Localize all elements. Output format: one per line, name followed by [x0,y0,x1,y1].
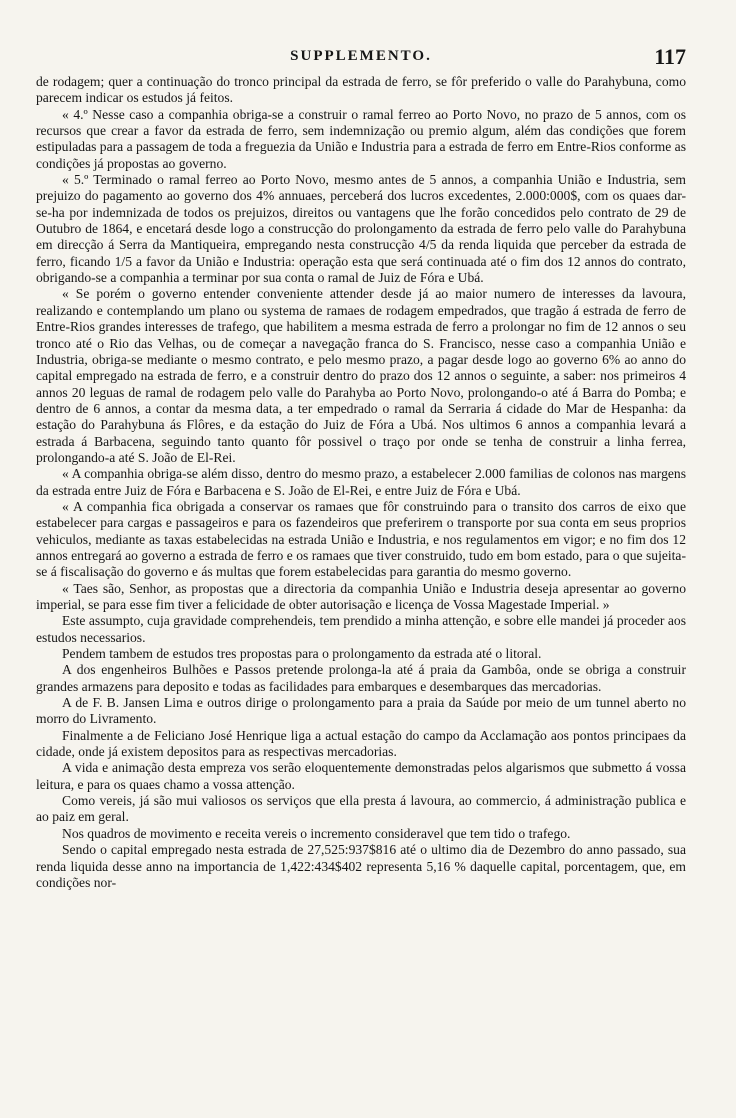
paragraph: A vida e animação desta empreza vos serão eloquentemente demonstradas pelos algarismos que submetto á vossa leitura, e para os quaes chamo a vossa attenção. [36,760,686,792]
paragraph: « A companhia fica obrigada a conservar os ramaes que fôr construindo para o transito dos carros de eixo que estabelecer para cargas e passageiros e para os fazendeiros que preferirem o transporte por sua conta em seus proprios vehiculos, mediante as taxas estabelecidas na estrada União e Industria, e nos regulamentos em vigor; e no fim dos 12 annos entregará ao governo a estrada de ferro e os ramaes que tiver construido, tudo em bom estado, para o que sujeita-se á fiscalisação do governo e ás multas que forem estabelecidas para garantia do mesmo governo. [36,498,686,580]
paragraph: « 5.º Terminado o ramal ferreo ao Porto Novo, mesmo antes de 5 annos, a companhia União e Industria, sem prejuizo do pagamento ao governo dos 4% annuaes, perceberá dos lucros excedentes, 2.000:000$, com os quaes dar-se-ha por indemnizada de todos os prejuizos, direitos ou vantagens que lhe forão concedidos pelo contrato de 29 de Outubro de 1864, e encetará desde logo a construcção do prolongamento da estrada de ferro pelo valle do Parahybuna em direcção á Serra da Mantiqueira, empregando nesta construcção 4/5 da renda liquida que perceber da estrada de ferro, ficando 1/5 a favor da União e Industria: operação esta que será continuada até o fim dos 12 annos do contrato, obrigando-se a companhia a terminar por sua conta o ramal de Juiz de Fóra e Ubá. [36,172,686,286]
paragraph: « Taes são, Senhor, as propostas que a directoria da companhia União e Industria deseja apresentar ao governo imperial, se para esse fim tiver a felicidade de obter autorisação e licença de Vossa Magestade Imperial. » [36,580,686,612]
paragraph: Nos quadros de movimento e receita vereis o incremento consideravel que tem tido o trafego. [62,825,571,841]
paragraph: « 4.º Nesse caso a companhia obriga-se a construir o ramal ferreo ao Porto Novo, no prazo de 5 annos, com os recursos que crear a favor da estrada de ferro, sem indemnização ou premio algum, além das condições que forem estipuladas para a passagem de toda a freguezia da União e Industria para a estrada de ferro em Entre-Rios conforme as condições já propostas ao governo. [36,106,686,171]
paragraph: Pendem tambem de estudos tres propostas para o prolongamento da estrada até o litoral. [62,646,542,662]
paragraph: Sendo o capital empregado nesta estrada de 27,525:937$816 até o ultimo dia de Dezembro do anno passado, sua renda liquida desse anno na importancia de 1,422:434$402 representa 5,16 % daquelle capital, porcentagem, que, em condições nor- [36,842,686,890]
paragraph: A de F. B. Jansen Lima e outros dirige o prolongamento para a praia da Saúde por meio de um tunnel aberto no morro do Livramento. [36,695,686,727]
body-text [36,74,686,891]
paragraph: « Se porém o governo entender conveniente attender desde já ao maior numero de interesses da lavoura, realizando e contemplando um plano ou systema de ramaes de rodagem empedrados, que tragão á estrada de ferro de Entre-Rios grandes interesses de trafego, que habilitem a mesma estrada de ferro a prolongar no fim de 12 annos o seu tronco até o Rio das Velhas, ou de começar a navegação franca do S. Francisco, nesse caso a companhia União e Industria, obriga-se mediante o mesmo contrato, e pelo mesmo prazo, a pagar desde logo ao governo 6% ao anno do capital empregado na estrada de ferro, e a construir dentro do prazo dos 12 annos o seguinte, a saber: nos primeiros 4 annos 20 leguas de ramal de rodagem pelo valle do Parahyba ao Porto Novo, prolongando-o até á Barra do Pomba; e dentro de 6 annos, a contar da mesma data, a ter empedrado o ramal da Serraria á cidade do Mar de Hespanha: da estação do Parahybuna ás Flôres, e da estação do Juiz de Fóra a Ubá. Nos ultimos 6 annos a companhia levará a estrada á Barbacena, seguindo tanto quanto fôr possivel o traço por onde se tenha de construir a linha ferrea, prolongando-a até S. João de El-Rei. [36,286,686,465]
paragraph: de rodagem; quer a continuação do tronco principal da estrada de ferro, se fôr preferido o valle do Parahybuna, como parecem indicar os estudos já feitos. [36,74,686,106]
page-number: 117 [654,44,686,69]
page-header [36,46,686,70]
paragraph: Finalmente a de Feliciano José Henrique liga a actual estação do campo da Acclamação aos pontos principaes da cidade, onde já existem depositos para as respectivas mercadorias. [36,727,686,760]
paragraph: Como vereis, já são mui valiosos os serviços que ella presta á lavoura, ao commercio, á administração publica e ao paiz em geral. [36,793,686,825]
paragraph: « A companhia obriga-se além disso, dentro do mesmo prazo, a estabelecer 2.000 familias de colonos nas margens da estrada entre Juiz de Fóra e Barbacena e S. João de El-Rei, e entre Juiz de Fóra e Ubá. [36,466,686,498]
running-title: SUPPLEMENTO. [290,48,432,64]
paragraph: A dos engenheiros Bulhões e Passos pretende prolonga-la até á praia da Gambôa, onde se obriga a construir grandes armazens para deposito e todas as facilidades para embarques e desembarques das mercadorias. [36,662,686,694]
paragraph: Este assumpto, cuja gravidade comprehendeis, tem prendido a minha attenção, e sobre elle mandei já proceder aos estudos necessarios. [36,613,686,645]
